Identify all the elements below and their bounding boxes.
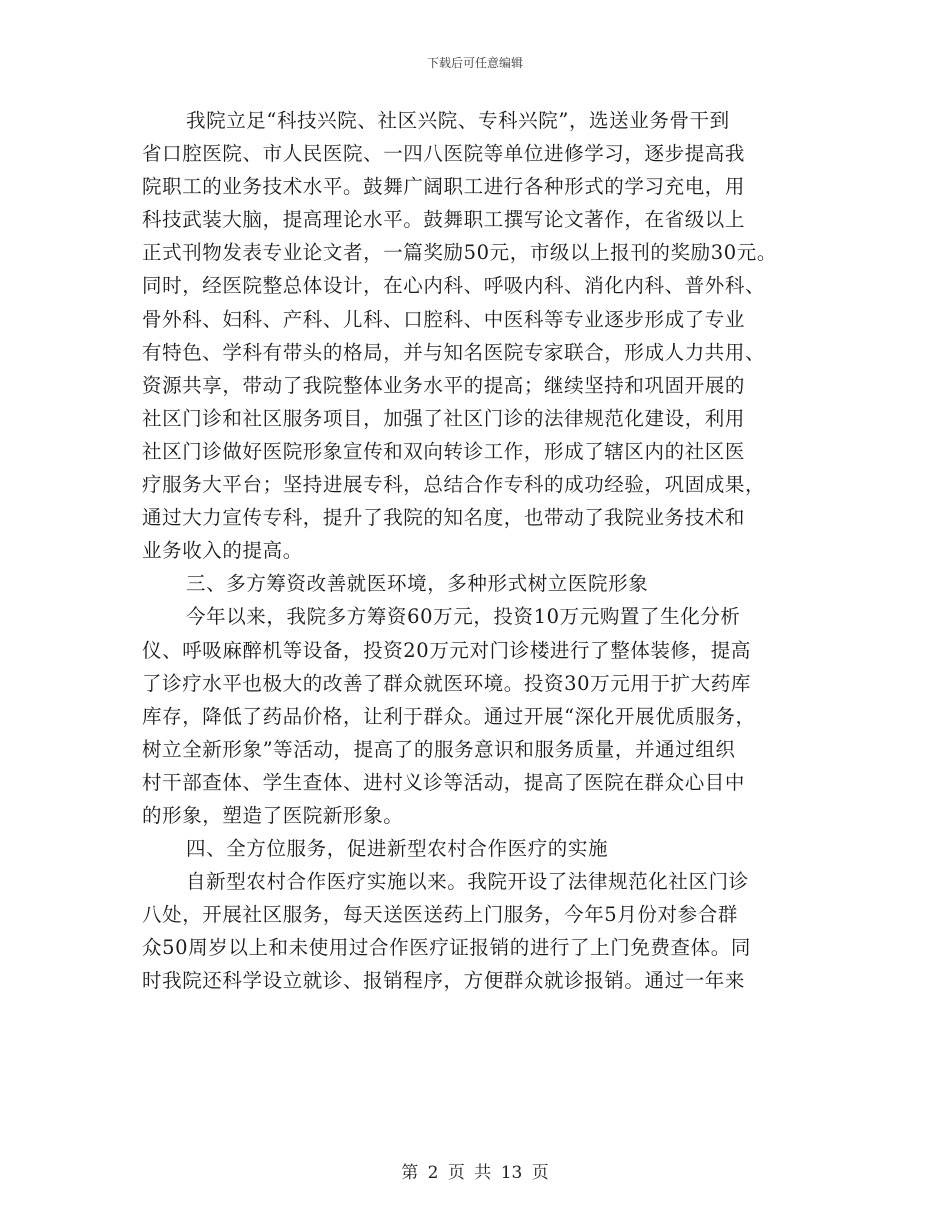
- document-body: [142, 104, 808, 998]
- text-line: 树立全新形象”等活动，提高了的服务意识和服务质量，并通过组织: [142, 737, 736, 761]
- text-line: 八处，开展社区服务，每天送医送药上门服务，今年5月份对参合群: [142, 903, 738, 927]
- text-line: 通过大力宣传专科，提升了我院的知名度，也带动了我院业务技术和: [142, 506, 746, 530]
- text-line: 疗服务大平台；坚持进展专科，总结合作专科的成功经验，巩固成果，: [142, 473, 766, 497]
- text-line: 今年以来，我院多方筹资60万元，投资10万元购置了生化分析: [186, 605, 741, 629]
- page-footer: 第 2 页 共 13 页: [401, 1163, 549, 1183]
- text-line: 业务收入的提高。: [142, 539, 303, 563]
- text-line: 了诊疗水平也极大的改善了群众就医环境。投资30万元用于扩大药库: [142, 671, 751, 695]
- text-line: 社区门诊和社区服务项目，加强了社区门诊的法律规范化建设，利用: [142, 406, 746, 430]
- text-line: 仪、呼吸麻醉机等设备，投资20万元对门诊楼进行了整体装修，提高: [142, 638, 751, 662]
- text-line: 自新型农村合作医疗实施以来。我院开设了法律规范化社区门诊: [186, 870, 749, 894]
- text-line: 科技武装大脑，提高理论水平。鼓舞职工撰写论文著作，在省级以上: [142, 208, 746, 232]
- text-line: 正式刊物发表专业论文者，一篇奖励50元，市级以上报刊的奖励30元。: [142, 241, 777, 265]
- text-line: 时我院还科学设立就诊、报销程序，方便群众就诊报销。通过一年来: [142, 969, 746, 993]
- text-line: 库存，降低了药品价格，让利于群众。通过开展“深化开展优质服务，: [142, 704, 756, 728]
- text-line: 我院立足“科技兴院、社区兴院、专科兴院”，选送业务骨干到: [186, 109, 730, 132]
- text-line: 众50周岁以上和未使用过合作医疗证报销的进行了上门免费查体。同: [142, 936, 751, 960]
- text-line: 资源共享，带动了我院整体业务水平的提高；继续坚持和巩固开展的: [142, 373, 746, 397]
- text-line: 同时，经医院整总体设计，在心内科、呼吸内科、消化内科、普外科、: [142, 274, 766, 298]
- page-header: 下载后可任意编辑: [426, 56, 523, 70]
- text-line: 省口腔医院、市人民医院、一四八医院等单位进修学习，逐步提高我: [142, 142, 746, 166]
- text-line: 村干部查体、学生查体、进村义诊等活动，提高了医院在群众心目中: [142, 770, 746, 794]
- text-line: 骨外科、妇科、产科、儿科、口腔科、中医科等专业逐步形成了专业: [142, 307, 746, 331]
- text-line: 四、全方位服务，促进新型农村合作医疗的实施: [186, 837, 609, 861]
- text-line: 社区门诊做好医院形象宣传和双向转诊工作，形成了辖区内的社区医: [142, 439, 746, 463]
- text-line: 三、多方筹资改善就医环境，多种形式树立医院形象: [186, 572, 649, 596]
- text-line: 有特色、学科有带头的格局，并与知名医院专家联合，形成人力共用、: [142, 340, 766, 364]
- text-line: 的形象，塑造了医院新形象。: [142, 803, 404, 827]
- text-line: 院职工的业务技术水平。鼓舞广阔职工进行各种形式的学习充电，用: [142, 175, 746, 199]
